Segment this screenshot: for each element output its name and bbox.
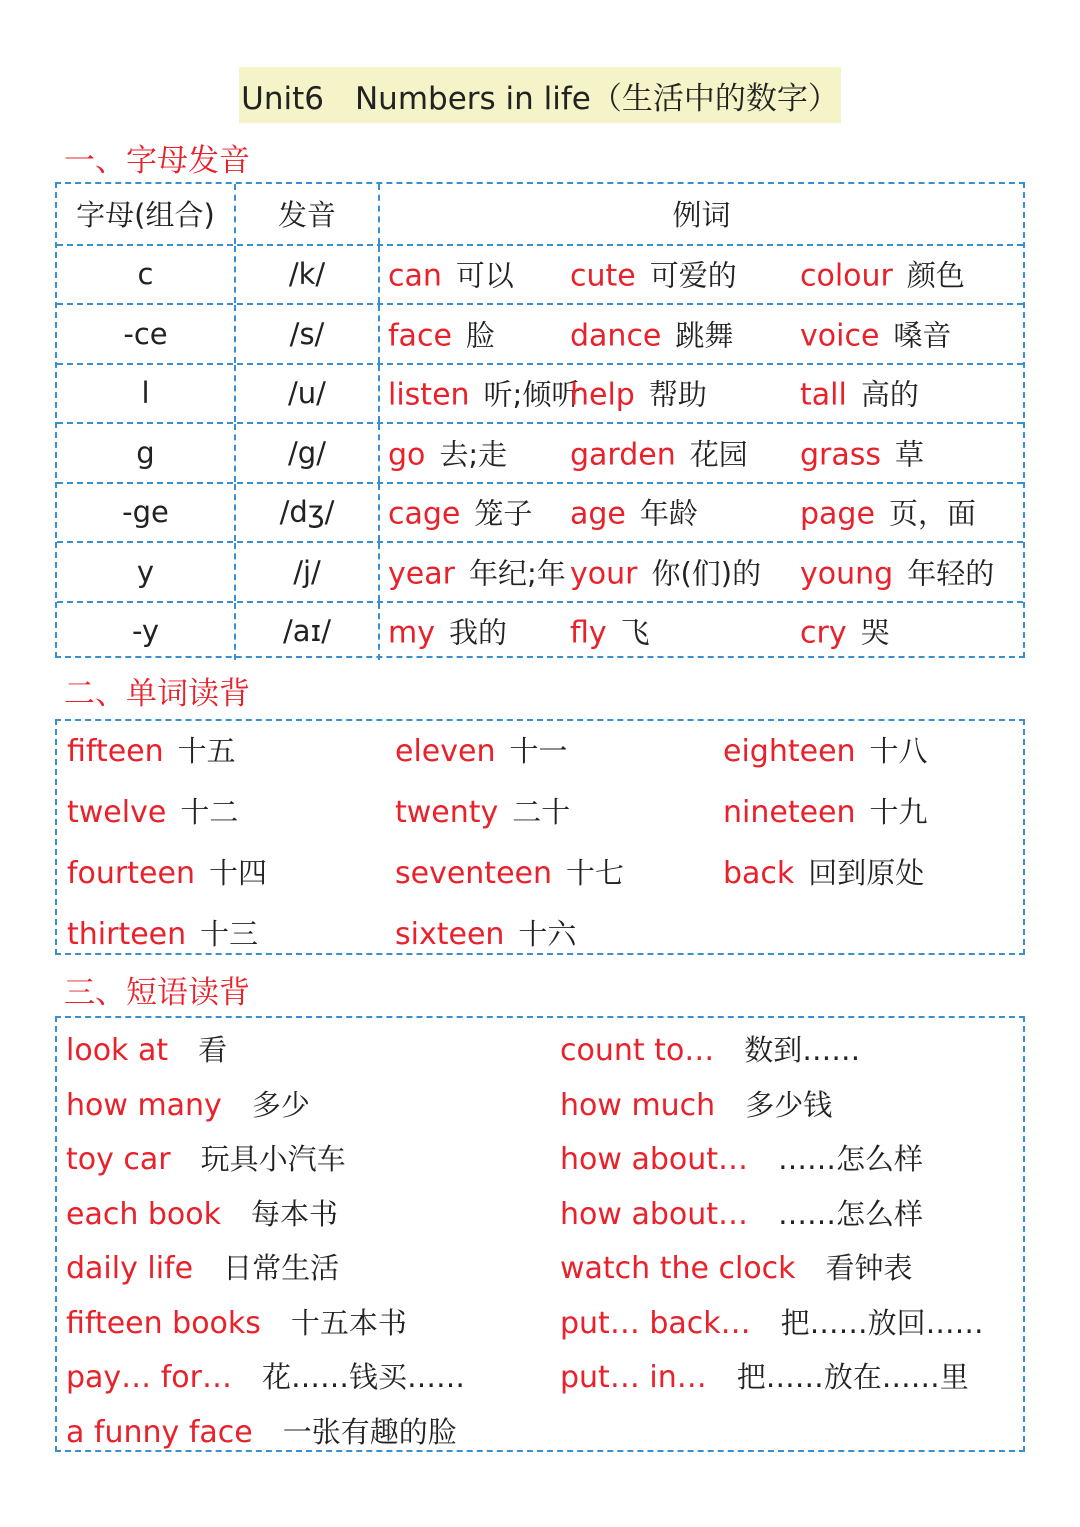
example-english: can — [388, 258, 442, 294]
example-english: year — [388, 556, 455, 592]
example-word — [570, 373, 707, 414]
phrase-english: a funny face — [66, 1414, 253, 1450]
phrase-item — [66, 1355, 465, 1396]
example-english: your — [570, 556, 638, 592]
phrase-chinese: 十五本书 — [290, 1305, 407, 1340]
example-word — [800, 492, 976, 533]
phrase-english: look at — [66, 1033, 169, 1068]
word-english: sixteen — [395, 917, 505, 952]
phrase-chinese: 多少 — [251, 1087, 310, 1122]
phrase-item — [560, 1246, 913, 1287]
example-word — [388, 432, 507, 473]
word-chinese: 二十 — [512, 795, 571, 829]
example-word — [388, 254, 514, 295]
phrase-english: daily life — [66, 1251, 194, 1286]
example-chinese: 嗓音 — [893, 318, 952, 353]
phrase-english: put… in… — [560, 1360, 707, 1395]
example-english: listen — [388, 377, 470, 413]
examples-cell — [380, 424, 1023, 482]
example-word — [388, 492, 532, 533]
example-english: face — [388, 318, 452, 354]
phrase-item — [66, 1137, 346, 1178]
example-english: tall — [800, 377, 847, 413]
phrase-english: pay… for… — [66, 1360, 232, 1395]
word-item — [67, 790, 238, 831]
example-word — [800, 254, 965, 295]
example-english: my — [388, 615, 435, 651]
phrase-item — [560, 1192, 923, 1233]
example-chinese: 年轻的 — [907, 556, 995, 591]
word-english: eighteen — [723, 734, 856, 769]
phrase-english: count to… — [560, 1033, 715, 1068]
phrase-chinese: ……怎么样 — [778, 1196, 924, 1231]
phrase-english: how about… — [560, 1196, 748, 1232]
phrase-english: each book — [66, 1196, 222, 1232]
example-chinese: 跳舞 — [675, 318, 734, 353]
phrase-chinese: 把……放回…… — [780, 1305, 984, 1340]
example-english: page — [800, 496, 875, 532]
word-english: fourteen — [67, 856, 195, 891]
word-chinese: 十五 — [177, 734, 236, 768]
example-chinese: 哭 — [860, 615, 890, 650]
example-english: cute — [570, 258, 636, 294]
example-chinese: 你(们)的 — [651, 556, 762, 591]
word-item — [395, 790, 570, 831]
example-chinese: 可爱的 — [649, 258, 737, 293]
example-word — [800, 373, 919, 414]
word-item — [395, 912, 576, 953]
example-chinese: 脸 — [465, 318, 495, 353]
letter-cell: y — [57, 543, 236, 601]
example-chinese: 听;倾听 — [483, 377, 581, 412]
examples-cell — [380, 305, 1023, 363]
example-english: dance — [570, 318, 662, 354]
word-item — [395, 851, 624, 892]
example-word — [388, 373, 580, 414]
phrase-item — [66, 1192, 338, 1233]
table-header-row — [57, 184, 1023, 244]
header-letter: 字母(组合) — [57, 184, 236, 244]
example-english: garden — [570, 437, 676, 473]
word-item — [723, 851, 924, 892]
word-chinese: 十一 — [509, 734, 568, 768]
example-chinese: 年纪;年 — [468, 556, 566, 591]
word-list-box — [55, 719, 1025, 955]
phrase-item — [560, 1083, 832, 1124]
page-title: Unit6 Numbers in life（生活中的数字） — [239, 67, 841, 123]
phrase-item — [560, 1355, 969, 1396]
phrase-chinese: 数到…… — [744, 1033, 861, 1067]
example-word — [570, 313, 733, 354]
phrase-chinese: 把……放在……里 — [736, 1360, 969, 1394]
word-item — [723, 790, 928, 831]
sound-cell: /aɪ/ — [236, 603, 380, 661]
word-english: thirteen — [67, 917, 187, 952]
table-row — [57, 244, 1023, 304]
sound-cell: /g/ — [236, 424, 380, 482]
example-chinese: 页，面 — [888, 496, 976, 531]
section-heading-phrases: 三、短语读背 — [64, 975, 250, 1011]
letter-cell: -ce — [57, 305, 236, 363]
section-heading-pronunciation: 一、字母发音 — [64, 143, 250, 179]
example-word — [570, 254, 737, 295]
word-item — [723, 729, 928, 770]
table-row — [57, 541, 1023, 601]
word-chinese: 十八 — [869, 734, 928, 768]
examples-cell — [380, 543, 1023, 601]
phrase-chinese: 玩具小汽车 — [200, 1142, 346, 1176]
example-word — [570, 492, 698, 533]
example-word — [570, 611, 650, 652]
word-english: eleven — [395, 734, 496, 769]
phrase-english: how about… — [560, 1142, 748, 1177]
example-word — [388, 611, 507, 652]
example-english: fly — [570, 615, 607, 651]
examples-cell — [380, 246, 1023, 304]
phrase-chinese: 日常生活 — [223, 1251, 340, 1285]
phrase-item — [66, 1083, 310, 1124]
example-english: go — [388, 437, 426, 473]
letter-cell: c — [57, 246, 236, 304]
phrase-english: watch the clock — [560, 1251, 796, 1286]
word-english: twelve — [67, 795, 167, 830]
phrase-item — [560, 1301, 984, 1342]
phrase-chinese: ……怎么样 — [778, 1142, 924, 1176]
examples-cell — [380, 603, 1023, 661]
example-chinese: 笼子 — [474, 496, 533, 531]
phrase-chinese: 花……钱买…… — [261, 1360, 465, 1394]
example-chinese: 我的 — [448, 615, 507, 650]
example-word — [388, 551, 566, 592]
sound-cell: /j/ — [236, 543, 380, 601]
example-chinese: 高的 — [860, 377, 919, 412]
word-chinese: 十四 — [208, 856, 267, 890]
word-chinese: 十二 — [180, 795, 239, 829]
table-row — [57, 482, 1023, 542]
table-row — [57, 422, 1023, 482]
sound-cell: /k/ — [236, 246, 380, 304]
example-chinese: 飞 — [620, 615, 650, 650]
word-item — [67, 729, 236, 770]
sound-cell: /u/ — [236, 365, 380, 423]
word-item — [67, 851, 267, 892]
phrase-item — [66, 1410, 457, 1451]
example-word — [800, 432, 924, 473]
example-english: cage — [388, 496, 461, 532]
example-word — [388, 313, 495, 354]
examples-cell — [380, 484, 1023, 542]
phrase-english: how many — [66, 1087, 222, 1123]
phrase-english: fifteen books — [66, 1305, 261, 1341]
word-item — [395, 729, 568, 770]
example-english: age — [570, 496, 626, 532]
letter-cell: -ge — [57, 484, 236, 542]
table-row — [57, 601, 1023, 661]
table-row — [57, 303, 1023, 363]
word-english: back — [723, 856, 795, 891]
example-english: cry — [800, 615, 847, 651]
example-word — [800, 611, 890, 652]
section-heading-words: 二、单词读背 — [64, 676, 250, 712]
example-english: grass — [800, 437, 882, 473]
word-english: twenty — [395, 795, 499, 830]
phrase-item — [560, 1028, 860, 1069]
phrase-chinese: 多少钱 — [745, 1087, 833, 1122]
word-item — [67, 912, 258, 953]
example-english: voice — [800, 318, 880, 354]
word-english: seventeen — [395, 856, 553, 891]
word-english: nineteen — [723, 795, 856, 830]
examples-cell — [380, 365, 1023, 423]
table-row — [57, 363, 1023, 423]
phrase-item — [66, 1301, 407, 1342]
letter-cell: g — [57, 424, 236, 482]
letter-cell: l — [57, 365, 236, 423]
word-chinese: 十七 — [566, 856, 625, 890]
example-english: young — [800, 556, 894, 592]
example-chinese: 颜色 — [906, 258, 965, 293]
phrase-english: toy car — [66, 1142, 171, 1177]
word-chinese: 十六 — [518, 917, 577, 951]
example-english: colour — [800, 258, 893, 294]
sound-cell: /dʒ/ — [236, 484, 380, 542]
phrase-item — [66, 1028, 227, 1069]
sound-cell: /s/ — [236, 305, 380, 363]
example-chinese: 去;走 — [439, 437, 508, 472]
phrase-chinese: 每本书 — [251, 1196, 339, 1231]
example-chinese: 草 — [895, 437, 925, 472]
word-english: fifteen — [67, 734, 164, 769]
phrase-list-box — [55, 1016, 1025, 1452]
example-english: help — [570, 377, 635, 413]
word-chinese: 十九 — [869, 795, 928, 829]
phrase-chinese: 看 — [198, 1033, 228, 1067]
phrase-item — [560, 1137, 923, 1178]
pronunciation-table — [55, 182, 1025, 658]
header-examples: 例词 — [672, 198, 731, 233]
example-word — [570, 432, 748, 473]
example-word — [800, 551, 994, 592]
example-word — [800, 313, 951, 354]
phrase-english: put… back… — [560, 1305, 751, 1341]
phrase-chinese: 看钟表 — [825, 1251, 913, 1285]
phrase-item — [66, 1246, 339, 1287]
word-chinese: 十三 — [200, 917, 259, 951]
phrase-chinese: 一张有趣的脸 — [282, 1414, 457, 1449]
word-chinese: 回到原处 — [808, 856, 925, 890]
example-chinese: 可以 — [455, 258, 514, 293]
example-chinese: 花园 — [689, 437, 748, 472]
letter-cell: -y — [57, 603, 236, 661]
phrase-english: how much — [560, 1087, 716, 1123]
header-sound: 发音 — [236, 184, 380, 244]
example-word — [570, 551, 761, 592]
example-chinese: 年龄 — [639, 496, 698, 531]
example-chinese: 帮助 — [648, 377, 707, 412]
